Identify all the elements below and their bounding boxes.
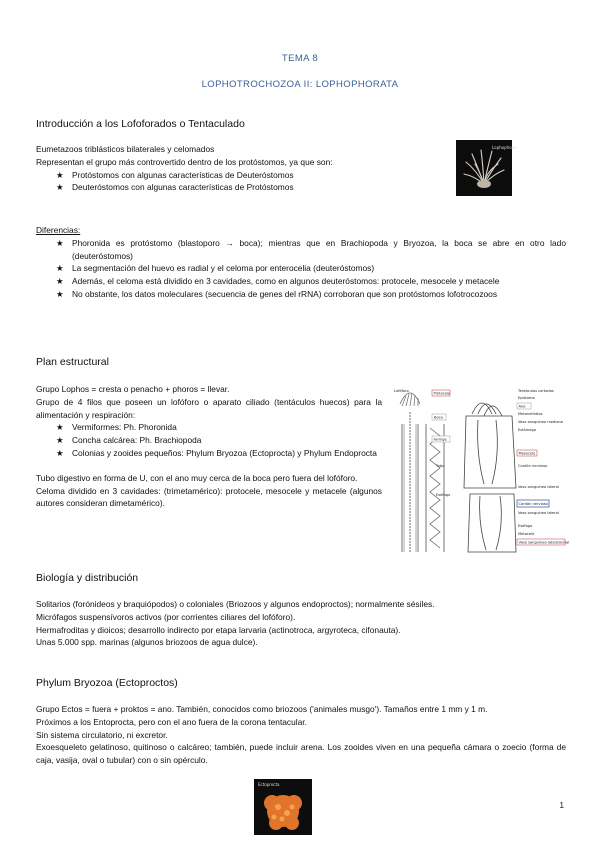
- svg-text:Lofóforo: Lofóforo: [394, 389, 409, 393]
- intro-line-2: Representan el grupo más controvertido dentro de los protóstomos, ya que son:: [36, 156, 333, 167]
- svg-text:Lophophore: Lophophore: [492, 145, 516, 150]
- star-bullet-icon: ★: [56, 237, 64, 248]
- bryozoa-line: Exoesqueleto gelatinoso, quitinoso o calcáreo; también, puede incluir arena. Los zooides viven en una pequeña cámara o zoecio (forma de caja, vasija, oval o tubular) con o sin opérculo.: [36, 742, 566, 766]
- plan-line-2: Grupo de 4 filos que poseen un lofóforo o aparato ciliado (tentáculos huecos) para la alimentación y respiración:: [36, 396, 382, 420]
- bryozoa-line: Próximos a los Entoproctа, pero con el ano fuera de la corona tentacular.: [36, 716, 307, 727]
- svg-text:Faringe: Faringe: [433, 437, 447, 442]
- plan-block: [36, 383, 382, 510]
- svg-text:Tubo: Tubo: [436, 464, 445, 468]
- plan-heading: Plan estructural: [36, 356, 109, 368]
- svg-text:Cordón nervioso: Cordón nervioso: [518, 502, 548, 506]
- bio-line: Unas 5.000 spp. marinas (algunos briozoos de agua dulce).: [36, 637, 258, 648]
- svg-text:Mesocele: Mesocele: [518, 451, 536, 456]
- bryozoa-line: Sin sistema circulatorio, ni excretor.: [36, 729, 168, 740]
- svg-text:Vaso sanguíneo lateral: Vaso sanguíneo lateral: [518, 485, 559, 489]
- differences-bullet: ★ La segmentación del huevo es radial y el celoma por enterocelia (deuteróstomos): [56, 263, 375, 274]
- plan-line-4: Celoma dividido en 3 cavidades: (trimetamérico): protocele, mesocele y metacele (algunos autores consideran dimetamérico).: [36, 485, 382, 509]
- plan-bullet: ★ Colonias y zooides pequeños: Phylum Bryozoa (Ectoprocta) y Phylum Endoprocta: [56, 447, 377, 458]
- differences-label: Diferencias:: [36, 225, 81, 235]
- svg-text:Metacele: Metacele: [518, 532, 535, 536]
- bio-heading: Biología y distribución: [36, 572, 139, 584]
- star-bullet-icon: ★: [56, 169, 64, 180]
- svg-text:Metanefridios: Metanefridios: [518, 412, 543, 416]
- phoronid-anatomy-figure: [392, 384, 568, 554]
- star-bullet-icon: ★: [56, 435, 64, 446]
- differences-bullet: ★ Phoronida es protóstomo (blastoporo → boca); mientras que en Brachiopoda y Bryozoa, la boca se abre en otro lado (deuteróstomos): [56, 237, 566, 261]
- svg-text:Esófago: Esófago: [518, 524, 533, 528]
- bryozoa-heading: Phylum Bryozoa (Ectoproctos): [36, 677, 178, 689]
- bryozoa-line: Grupo Ectos = fuera + proktos = ano. También, conocidos como briozoos ('animales musgo'). Tamaños entre 1 mm y 1 m.: [36, 704, 488, 714]
- intro-bullet: ★ Protóstomos con algunas características de Deuteróstomos: [56, 169, 294, 180]
- bio-line: Hermafroditas y dioicos; desarrollo indirecto por etapa larvaria (actinotroca, argyroteca, cifonauta).: [36, 624, 401, 635]
- svg-text:Ectoprocta: Ectoprocta: [258, 782, 280, 787]
- svg-text:Epistoma: Epistoma: [518, 396, 535, 400]
- bryozoa-colony-icon: [254, 779, 312, 835]
- star-bullet-icon: ★: [56, 422, 64, 433]
- bio-line: Micrófagos suspensívoros activos (por corrientes ciliares del lofóforo).: [36, 611, 296, 622]
- svg-text:Vaso sanguíneo lateral: Vaso sanguíneo lateral: [518, 511, 559, 515]
- bryozoa-photo: [254, 779, 312, 835]
- bio-line: Solitarios (forónideos y braquiópodos) o coloniales (Briozoos y algunos endoproctos); normalmente sésiles.: [36, 599, 435, 609]
- star-bullet-icon: ★: [56, 263, 64, 274]
- bryozoa-block: [36, 703, 566, 767]
- bio-block: [36, 598, 566, 649]
- intro-bullet: ★ Deuteróstomos con algunas características de Protóstomos: [56, 182, 294, 193]
- page-number: 1: [559, 801, 564, 810]
- intro-block: [36, 143, 436, 194]
- star-bullet-icon: ★: [56, 182, 64, 193]
- plan-line-1: Grupo Lophos = cresta o penacho + phoros = llevar.: [36, 384, 230, 394]
- plan-bullet: ★ Concha calcárea: Ph. Brachiopoda: [56, 435, 202, 446]
- svg-text:Esófago: Esófago: [436, 493, 451, 497]
- star-bullet-icon: ★: [56, 276, 64, 287]
- intro-line-1: Eumetazoos triblásticos bilaterales y celomados: [36, 144, 215, 154]
- topic-title: TEMA 8: [281, 53, 319, 64]
- svg-text:Vaso sanguíneo laterodorsal: Vaso sanguíneo laterodorsal: [518, 540, 570, 545]
- svg-text:Protocele: Protocele: [433, 391, 451, 396]
- lophophore-photo-icon: [456, 140, 516, 196]
- star-bullet-icon: ★: [56, 447, 64, 458]
- topic-subtitle: LOPHOTROCHOZOA II: LOPHOPHORATA: [201, 79, 399, 90]
- star-bullet-icon: ★: [56, 288, 64, 299]
- svg-text:Cordón nervioso: Cordón nervioso: [518, 464, 548, 468]
- plan-line-3: Tubo digestivo en forma de U, con el ano muy cerca de la boca pero fuera del lofóforo.: [36, 472, 358, 483]
- svg-text:Boca: Boca: [434, 415, 443, 420]
- svg-text:Vaso sanguíneo mediano: Vaso sanguíneo mediano: [518, 420, 564, 424]
- differences-bullet: ★ Además, el celoma está dividido en 3 cavidades, como en algunos deuteróstomos: protocele, mesocele y metacele: [56, 276, 500, 287]
- lophophore-photo: [456, 140, 516, 196]
- differences-block: [36, 224, 566, 301]
- intro-heading: Introducción a los Lofoforados o Tentaculado: [36, 118, 245, 130]
- differences-bullet: ★ No obstante, los datos moleculares (secuencia de genes del rRNA) corroboran que son protóstomos lofotrocozoos: [56, 288, 498, 299]
- svg-text:Tentáculos cortados: Tentáculos cortados: [518, 389, 554, 393]
- plan-bullet: ★ Vermiformes: Ph. Phoronida: [56, 422, 177, 433]
- svg-text:Ano: Ano: [518, 404, 526, 409]
- phoronid-diagram: [392, 384, 568, 554]
- svg-text:Estómago: Estómago: [518, 428, 536, 432]
